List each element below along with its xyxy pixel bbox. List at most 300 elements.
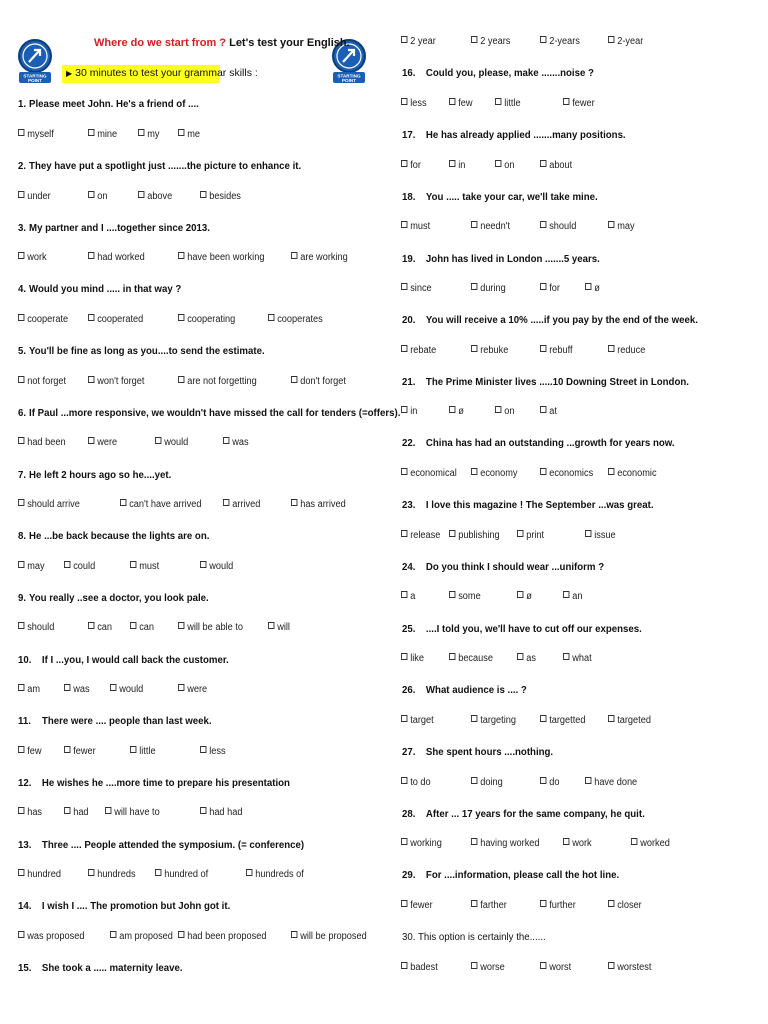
checkbox-icon[interactable]	[138, 191, 144, 198]
checkbox-icon[interactable]	[18, 314, 24, 321]
answer-option[interactable]	[608, 221, 635, 232]
question-number: 4.	[18, 283, 27, 295]
answer-option-label: cooperating	[187, 314, 236, 325]
checkbox-icon[interactable]	[449, 653, 455, 660]
answer-option[interactable]	[18, 437, 66, 448]
answer-option[interactable]	[540, 900, 576, 911]
checkbox-icon[interactable]	[401, 283, 407, 290]
checkbox-icon[interactable]	[88, 314, 94, 321]
answer-option[interactable]	[178, 684, 207, 695]
answer-option-label: about	[549, 160, 573, 171]
answer-option[interactable]	[401, 98, 427, 109]
checkbox-icon[interactable]	[291, 931, 297, 938]
question-text: 30. This option is certainly the......	[402, 931, 546, 943]
answer-option[interactable]	[401, 962, 438, 973]
checkbox-icon[interactable]	[401, 98, 407, 105]
checkbox-icon[interactable]	[18, 437, 24, 444]
answer-option[interactable]	[585, 777, 637, 788]
checkbox-icon[interactable]	[401, 36, 407, 43]
question-text: The Prime Minister lives .....10 Downing Street in London.	[425, 376, 689, 388]
answer-option[interactable]	[401, 777, 431, 788]
checkbox-icon[interactable]	[88, 252, 94, 259]
checkbox-icon[interactable]	[517, 591, 523, 598]
answer-option[interactable]	[88, 129, 117, 140]
question-text: For ....information, please call the hot line.	[425, 869, 620, 881]
answer-option-label: fewer	[410, 900, 433, 911]
answer-option-label: less	[410, 98, 427, 109]
answer-option[interactable]	[401, 468, 457, 479]
question-text: Please meet John. He's a friend of ....	[29, 98, 199, 110]
question-number: 27.	[402, 746, 416, 758]
logo-text-1: STARTING	[337, 73, 361, 79]
checkbox-icon[interactable]	[105, 807, 111, 814]
checkbox-icon[interactable]	[540, 283, 546, 290]
checkbox-icon[interactable]	[540, 406, 546, 413]
answer-option[interactable]	[563, 653, 592, 664]
answer-option[interactable]	[471, 221, 510, 232]
checkbox-icon[interactable]	[540, 160, 546, 167]
answer-option-label: had been proposed	[187, 931, 267, 942]
question	[18, 777, 290, 789]
checkbox-icon[interactable]	[517, 530, 523, 537]
checkbox-icon[interactable]	[155, 437, 161, 444]
checkbox-icon[interactable]	[130, 746, 136, 753]
checkbox-icon[interactable]	[495, 406, 501, 413]
checkbox-icon[interactable]	[88, 376, 94, 383]
checkbox-icon[interactable]	[449, 406, 455, 413]
question-text: My partner and I ....together since 2013.	[29, 222, 210, 234]
answer-option[interactable]	[585, 530, 616, 541]
answer-option[interactable]	[138, 129, 159, 140]
checkbox-icon[interactable]	[200, 807, 206, 814]
checkbox-icon[interactable]	[291, 252, 297, 259]
answer-option[interactable]	[64, 746, 96, 757]
answer-option[interactable]	[18, 869, 61, 880]
checkbox-icon[interactable]	[18, 561, 24, 568]
checkbox-icon[interactable]	[401, 406, 407, 413]
answer-option[interactable]	[200, 191, 241, 202]
question-number: 11.	[18, 715, 31, 727]
answer-option-label: fewer	[73, 746, 96, 757]
answer-option-label: economy	[480, 468, 518, 479]
answer-option-label: would	[119, 684, 144, 695]
answer-option[interactable]	[18, 314, 68, 325]
checkbox-icon[interactable]	[540, 715, 546, 722]
checkbox-icon[interactable]	[18, 622, 24, 629]
answer-option[interactable]	[471, 962, 505, 973]
answer-option[interactable]	[517, 530, 544, 541]
checkbox-icon[interactable]	[471, 962, 477, 969]
question-text: You will receive a 10% .....if you pay by the end of the week.	[425, 314, 698, 326]
checkbox-icon[interactable]	[449, 591, 455, 598]
answer-option[interactable]	[18, 129, 54, 140]
answer-option-label: must	[410, 221, 431, 232]
answer-option[interactable]	[64, 561, 95, 572]
checkbox-icon[interactable]	[563, 653, 569, 660]
checkbox-icon[interactable]	[401, 777, 407, 784]
checkbox-icon[interactable]	[449, 98, 455, 105]
answer-option[interactable]	[18, 622, 54, 633]
question-text: Do you think I should wear ...uniform ?	[425, 561, 605, 573]
answer-option[interactable]	[18, 807, 42, 818]
answer-option[interactable]	[495, 406, 514, 417]
checkbox-icon[interactable]	[64, 561, 70, 568]
question-number: 12.	[18, 777, 32, 789]
answer-option-label: for	[549, 283, 560, 294]
answer-option[interactable]	[401, 345, 436, 356]
answer-option[interactable]	[200, 746, 226, 757]
answer-option[interactable]	[120, 499, 202, 510]
checkbox-icon[interactable]	[155, 869, 161, 876]
answer-option[interactable]	[471, 900, 507, 911]
answer-option[interactable]	[138, 191, 172, 202]
answer-option[interactable]	[18, 499, 80, 510]
answer-option[interactable]	[401, 653, 424, 664]
answer-option[interactable]	[88, 314, 143, 325]
checkbox-icon[interactable]	[471, 283, 477, 290]
answer-option[interactable]	[540, 962, 571, 973]
checkbox-icon[interactable]	[401, 468, 407, 475]
checkbox-icon[interactable]	[18, 869, 24, 876]
checkbox-icon[interactable]	[401, 591, 407, 598]
question-number: 6.	[18, 407, 27, 419]
answer-option[interactable]	[608, 962, 651, 973]
answer-option[interactable]	[449, 653, 493, 664]
checkbox-icon[interactable]	[540, 36, 546, 43]
answer-option[interactable]	[268, 314, 323, 325]
answer-option[interactable]	[471, 715, 516, 726]
answer-option[interactable]	[223, 499, 260, 510]
answer-option[interactable]	[130, 746, 156, 757]
checkbox-icon[interactable]	[401, 530, 407, 537]
answer-option[interactable]	[449, 98, 473, 109]
checkbox-icon[interactable]	[471, 900, 477, 907]
answer-option[interactable]	[200, 807, 242, 818]
answer-option[interactable]	[401, 900, 433, 911]
checkbox-icon[interactable]	[18, 252, 24, 259]
checkbox-icon[interactable]	[608, 345, 614, 352]
answer-option-label: was proposed	[27, 931, 85, 942]
answer-option[interactable]	[88, 869, 136, 880]
answer-option[interactable]	[110, 931, 173, 942]
checkbox-icon[interactable]	[471, 36, 477, 43]
checkbox-icon[interactable]	[178, 684, 184, 691]
answer-option[interactable]	[449, 530, 500, 541]
checkbox-icon[interactable]	[200, 561, 206, 568]
answer-option-label: cooperated	[97, 314, 144, 325]
checkbox-icon[interactable]	[401, 345, 407, 352]
checkbox-icon[interactable]	[471, 777, 477, 784]
answer-option[interactable]	[178, 252, 264, 263]
answer-option[interactable]	[540, 406, 557, 417]
checkbox-icon[interactable]	[608, 36, 614, 43]
checkbox-icon[interactable]	[495, 160, 501, 167]
checkbox-icon[interactable]	[585, 283, 591, 290]
checkbox-icon[interactable]	[401, 962, 407, 969]
checkbox-icon[interactable]	[631, 838, 637, 845]
answer-option[interactable]	[540, 345, 573, 356]
answer-option[interactable]	[495, 160, 514, 171]
answer-option[interactable]	[223, 437, 249, 448]
checkbox-icon[interactable]	[401, 160, 407, 167]
checkbox-icon[interactable]	[18, 191, 24, 198]
checkbox-icon[interactable]	[585, 777, 591, 784]
answer-option[interactable]	[88, 376, 144, 387]
checkbox-icon[interactable]	[18, 931, 24, 938]
answer-option-label: work	[572, 838, 592, 849]
question	[402, 623, 642, 635]
answer-option[interactable]	[18, 252, 47, 263]
answer-option-label: ø	[458, 406, 464, 417]
answer-option[interactable]	[401, 221, 430, 232]
checkbox-icon[interactable]	[200, 191, 206, 198]
answer-option[interactable]	[130, 561, 159, 572]
question	[18, 345, 265, 357]
answer-option[interactable]	[401, 406, 417, 417]
answer-option[interactable]	[178, 622, 243, 633]
checkbox-icon[interactable]	[223, 499, 229, 506]
answer-option[interactable]	[631, 838, 670, 849]
answer-option[interactable]	[178, 931, 266, 942]
checkbox-icon[interactable]	[223, 437, 229, 444]
checkbox-icon[interactable]	[130, 561, 136, 568]
answer-option-label: further	[549, 900, 576, 911]
answer-option[interactable]	[517, 591, 532, 602]
checkbox-icon[interactable]	[246, 869, 252, 876]
answer-option-label: during	[480, 283, 506, 294]
answer-option[interactable]	[471, 777, 503, 788]
answer-option-label: cooperates	[277, 314, 323, 325]
question-text: ....I told you, we'll have to cut off our expenses.	[425, 623, 642, 635]
answer-option-label: targeting	[480, 715, 517, 726]
answer-option[interactable]	[401, 36, 436, 47]
checkbox-icon[interactable]	[130, 622, 136, 629]
checkbox-icon[interactable]	[608, 900, 614, 907]
checkbox-icon[interactable]	[471, 715, 477, 722]
answer-option[interactable]	[585, 283, 600, 294]
answer-option[interactable]	[64, 684, 90, 695]
checkbox-icon[interactable]	[495, 98, 501, 105]
checkbox-icon[interactable]	[18, 684, 24, 691]
checkbox-icon[interactable]	[401, 653, 407, 660]
checkbox-icon[interactable]	[88, 129, 94, 136]
answer-option[interactable]	[291, 376, 346, 387]
checkbox-icon[interactable]	[88, 437, 94, 444]
answer-option[interactable]	[155, 869, 208, 880]
question-number: 17.	[402, 129, 416, 141]
answer-option[interactable]	[540, 777, 559, 788]
answer-option[interactable]	[471, 345, 508, 356]
question-text: What audience is .... ?	[425, 684, 527, 696]
answer-option-label: may	[27, 561, 45, 572]
question-text: He has already applied .......many positions.	[425, 129, 626, 141]
question	[402, 67, 594, 79]
checkbox-icon[interactable]	[88, 869, 94, 876]
answer-option-label: worse	[480, 962, 505, 973]
answer-option[interactable]	[471, 36, 510, 47]
checkbox-icon[interactable]	[517, 653, 523, 660]
checkbox-icon[interactable]	[18, 499, 24, 506]
answer-option[interactable]	[449, 406, 464, 417]
answer-option-label: could	[73, 561, 96, 572]
answer-option-label: me	[187, 129, 200, 140]
checkbox-icon[interactable]	[64, 807, 70, 814]
checkbox-icon[interactable]	[178, 252, 184, 259]
answer-option[interactable]	[105, 807, 160, 818]
answer-option[interactable]	[401, 838, 442, 849]
answer-option-label: release	[410, 530, 441, 541]
answer-option[interactable]	[401, 715, 434, 726]
checkbox-icon[interactable]	[449, 160, 455, 167]
answer-option[interactable]	[449, 591, 481, 602]
answer-option-label: hundreds of	[255, 869, 304, 880]
checkbox-icon[interactable]	[471, 221, 477, 228]
answer-option[interactable]	[608, 715, 651, 726]
answer-option[interactable]	[88, 252, 145, 263]
answer-option[interactable]	[200, 561, 233, 572]
checkbox-icon[interactable]	[268, 622, 274, 629]
checkbox-icon[interactable]	[608, 962, 614, 969]
answer-option[interactable]	[471, 838, 540, 849]
checkbox-icon[interactable]	[110, 931, 116, 938]
answer-option-label: to do	[410, 777, 431, 788]
answer-option[interactable]	[64, 807, 89, 818]
checkbox-icon[interactable]	[64, 746, 70, 753]
answer-option[interactable]	[155, 437, 188, 448]
answer-option-label: little	[504, 98, 521, 109]
answer-option[interactable]	[401, 160, 421, 171]
answer-option[interactable]	[18, 376, 66, 387]
answer-option-label: because	[458, 653, 493, 664]
answer-option[interactable]	[130, 622, 154, 633]
answer-option-label: will be able to	[187, 622, 243, 633]
checkbox-icon[interactable]	[471, 345, 477, 352]
answer-option[interactable]	[178, 129, 200, 140]
answer-option[interactable]	[449, 160, 465, 171]
answer-option[interactable]	[88, 191, 107, 202]
answer-option[interactable]	[540, 715, 586, 726]
checkbox-icon[interactable]	[178, 622, 184, 629]
answer-option[interactable]	[18, 191, 51, 202]
answer-option-label: little	[139, 746, 156, 757]
answer-option[interactable]	[608, 468, 657, 479]
checkbox-icon[interactable]	[608, 715, 614, 722]
checkbox-icon[interactable]	[471, 838, 477, 845]
checkbox-icon[interactable]	[401, 715, 407, 722]
checkbox-icon[interactable]	[110, 684, 116, 691]
checkbox-icon[interactable]	[540, 900, 546, 907]
checkbox-icon[interactable]	[540, 468, 546, 475]
checkbox-icon[interactable]	[18, 376, 24, 383]
answer-option[interactable]	[608, 345, 645, 356]
checkbox-icon[interactable]	[88, 622, 94, 629]
answer-option[interactable]	[540, 36, 580, 47]
checkbox-icon[interactable]	[401, 221, 407, 228]
answer-option[interactable]	[563, 838, 592, 849]
checkbox-icon[interactable]	[120, 499, 126, 506]
answer-option[interactable]	[495, 98, 521, 109]
checkbox-icon[interactable]	[178, 931, 184, 938]
checkbox-icon[interactable]	[178, 314, 184, 321]
answer-option[interactable]	[291, 252, 348, 263]
answer-option[interactable]	[401, 591, 415, 602]
checkbox-icon[interactable]	[138, 129, 144, 136]
answer-option[interactable]	[517, 653, 536, 664]
checkbox-icon[interactable]	[540, 962, 546, 969]
checkbox-icon[interactable]	[18, 746, 24, 753]
answer-option-label: 2-years	[549, 36, 580, 47]
checkbox-icon[interactable]	[18, 129, 24, 136]
answer-option[interactable]	[18, 931, 84, 942]
checkbox-icon[interactable]	[585, 530, 591, 537]
answer-option[interactable]	[18, 746, 42, 757]
answer-option[interactable]	[540, 468, 593, 479]
checkbox-icon[interactable]	[200, 746, 206, 753]
answer-option[interactable]	[18, 561, 45, 572]
answer-option[interactable]	[471, 468, 518, 479]
answer-option[interactable]	[291, 499, 346, 510]
checkbox-icon[interactable]	[449, 530, 455, 537]
checkbox-icon[interactable]	[64, 684, 70, 691]
checkbox-icon[interactable]	[268, 314, 274, 321]
answer-option[interactable]	[178, 376, 257, 387]
checkbox-icon[interactable]	[401, 900, 407, 907]
title-statement: Let's test your English.	[229, 37, 350, 49]
checkbox-icon[interactable]	[563, 838, 569, 845]
answer-option[interactable]	[540, 221, 576, 232]
answer-option[interactable]	[540, 160, 572, 171]
checkbox-icon[interactable]	[88, 191, 94, 198]
checkbox-icon[interactable]	[401, 838, 407, 845]
answer-option[interactable]	[110, 684, 143, 695]
answer-option[interactable]	[268, 622, 290, 633]
checkbox-icon[interactable]	[540, 221, 546, 228]
answer-option[interactable]	[471, 283, 506, 294]
checkbox-icon[interactable]	[540, 345, 546, 352]
checkbox-icon[interactable]	[608, 221, 614, 228]
question-number: 22.	[402, 437, 416, 449]
answer-option[interactable]	[563, 591, 582, 602]
checkbox-icon[interactable]	[563, 98, 569, 105]
checkbox-icon[interactable]	[608, 468, 614, 475]
answer-option[interactable]	[540, 283, 560, 294]
answer-option[interactable]	[88, 622, 112, 633]
answer-option-label: working	[410, 838, 442, 849]
answer-option[interactable]	[88, 437, 117, 448]
checkbox-icon[interactable]	[471, 468, 477, 475]
checkbox-icon[interactable]	[178, 376, 184, 383]
logo-text-1: STARTING	[23, 73, 47, 79]
checkbox-icon[interactable]	[18, 807, 24, 814]
answer-option[interactable]	[401, 283, 432, 294]
checkbox-icon[interactable]	[540, 777, 546, 784]
checkbox-icon[interactable]	[563, 591, 569, 598]
checkbox-icon[interactable]	[291, 499, 297, 506]
answer-option[interactable]	[18, 684, 40, 695]
answer-option-label: had been	[27, 437, 66, 448]
answer-option-label: closer	[617, 900, 642, 911]
answer-option[interactable]	[608, 900, 642, 911]
answer-option[interactable]	[178, 314, 235, 325]
question-number: 8.	[18, 530, 27, 542]
answer-option[interactable]	[246, 869, 304, 880]
answer-option[interactable]	[401, 530, 440, 541]
answer-option[interactable]	[291, 931, 367, 942]
checkbox-icon[interactable]	[178, 129, 184, 136]
checkbox-icon[interactable]	[291, 376, 297, 383]
answer-option[interactable]	[563, 98, 595, 109]
answer-option[interactable]	[608, 36, 643, 47]
